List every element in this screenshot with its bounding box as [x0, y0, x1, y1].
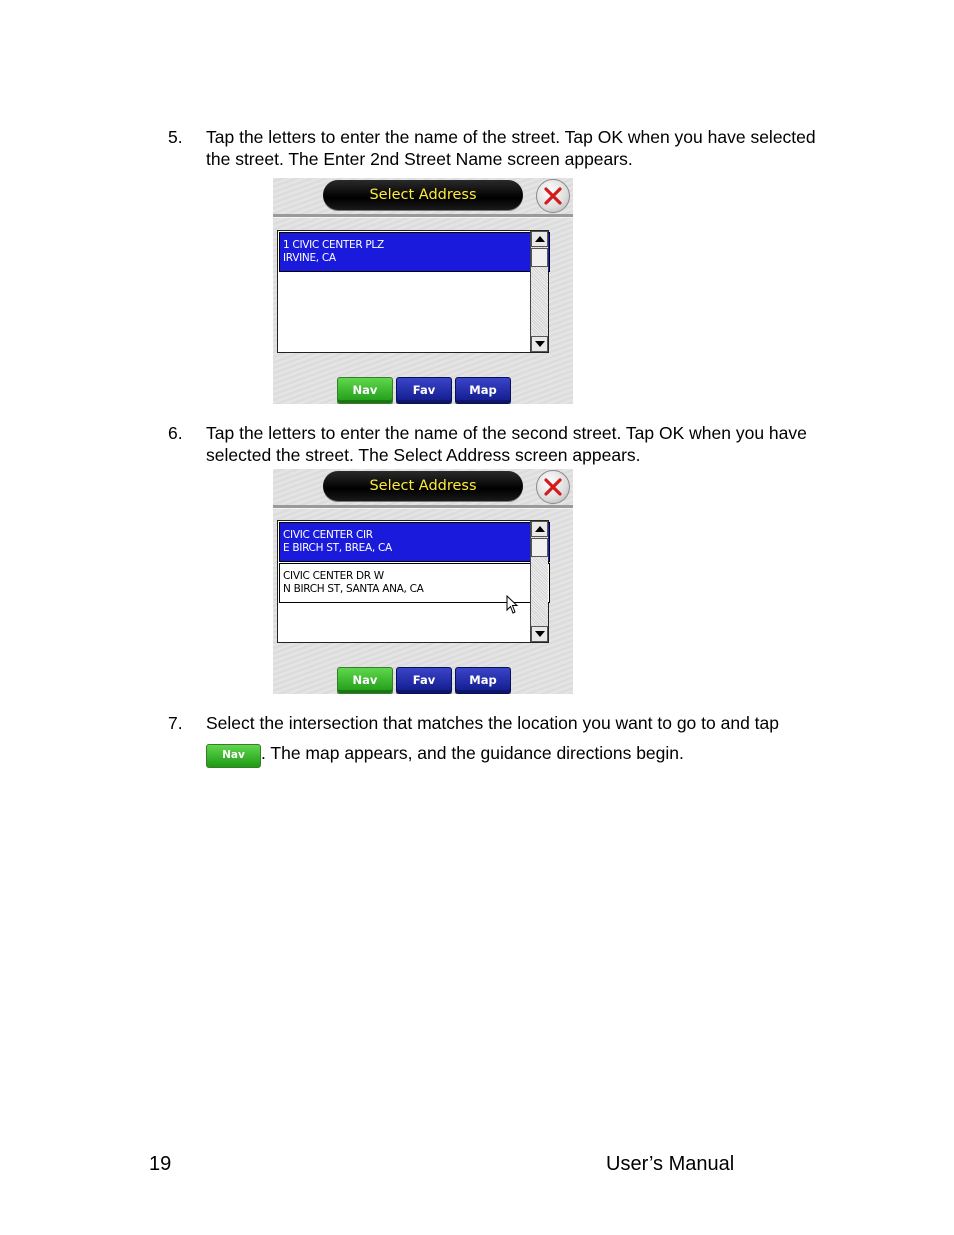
page-number: 19	[149, 1153, 172, 1175]
step-text-before: Select the intersection that matches the location you want to go to and tap	[206, 713, 779, 733]
scrollbar[interactable]	[530, 231, 548, 352]
street-name: CIVIC CENTER CIR	[283, 529, 373, 541]
address-list	[277, 520, 549, 643]
map-button[interactable]: Map	[455, 667, 511, 694]
cursor-icon	[506, 595, 520, 615]
header-divider	[273, 505, 573, 509]
step-text-after: . The map appears, and the guidance directions begin.	[261, 743, 684, 763]
step-number: 7.	[168, 713, 183, 733]
screen-title: Select Address	[323, 180, 523, 210]
step-text: Tap the letters to enter the name of the second street. Tap OK when you have selected the street. The Select Address screen appears.	[206, 423, 807, 465]
close-button[interactable]	[536, 179, 570, 213]
fav-button[interactable]: Fav	[396, 667, 452, 694]
select-address-screen-1	[273, 178, 573, 404]
step-number: 5.	[168, 127, 183, 147]
header-divider	[273, 214, 573, 218]
city-name: IRVINE, CA	[283, 252, 336, 264]
scroll-up-button[interactable]	[531, 521, 548, 537]
step-number: 6.	[168, 423, 183, 443]
address-list	[277, 230, 549, 353]
map-button[interactable]: Map	[455, 377, 511, 404]
scroll-down-button[interactable]	[531, 336, 548, 352]
arrow-up-icon	[535, 236, 545, 242]
scroll-up-button[interactable]	[531, 231, 548, 247]
city-name: E BIRCH ST, BREA, CA	[283, 542, 392, 554]
scroll-down-button[interactable]	[531, 626, 548, 642]
nav-button[interactable]: Nav	[337, 377, 393, 404]
close-icon	[543, 186, 563, 206]
inline-nav-button: Nav	[206, 744, 261, 768]
fav-button[interactable]: Fav	[396, 377, 452, 404]
street-name: 1 CIVIC CENTER PLZ	[283, 239, 384, 251]
scrollbar[interactable]	[530, 521, 548, 642]
scroll-thumb[interactable]	[531, 248, 548, 267]
arrow-down-icon	[535, 631, 545, 637]
scroll-thumb[interactable]	[531, 538, 548, 557]
step-text	[206, 708, 826, 768]
arrow-down-icon	[535, 341, 545, 347]
select-address-screen-2	[273, 469, 573, 694]
screen-title: Select Address	[323, 471, 523, 501]
close-button[interactable]	[536, 470, 570, 504]
list-item[interactable]	[279, 522, 550, 562]
close-icon	[543, 477, 563, 497]
nav-button[interactable]: Nav	[337, 667, 393, 694]
manual-title: User’s Manual	[606, 1153, 735, 1175]
arrow-up-icon	[535, 526, 545, 532]
city-name: N BIRCH ST, SANTA ANA, CA	[283, 583, 424, 595]
list-item[interactable]	[279, 232, 550, 272]
street-name: CIVIC CENTER DR W	[283, 570, 384, 582]
step-text: Tap the letters to enter the name of the street. Tap OK when you have selected the street. The Enter 2nd Street Name screen appears.	[206, 127, 816, 169]
